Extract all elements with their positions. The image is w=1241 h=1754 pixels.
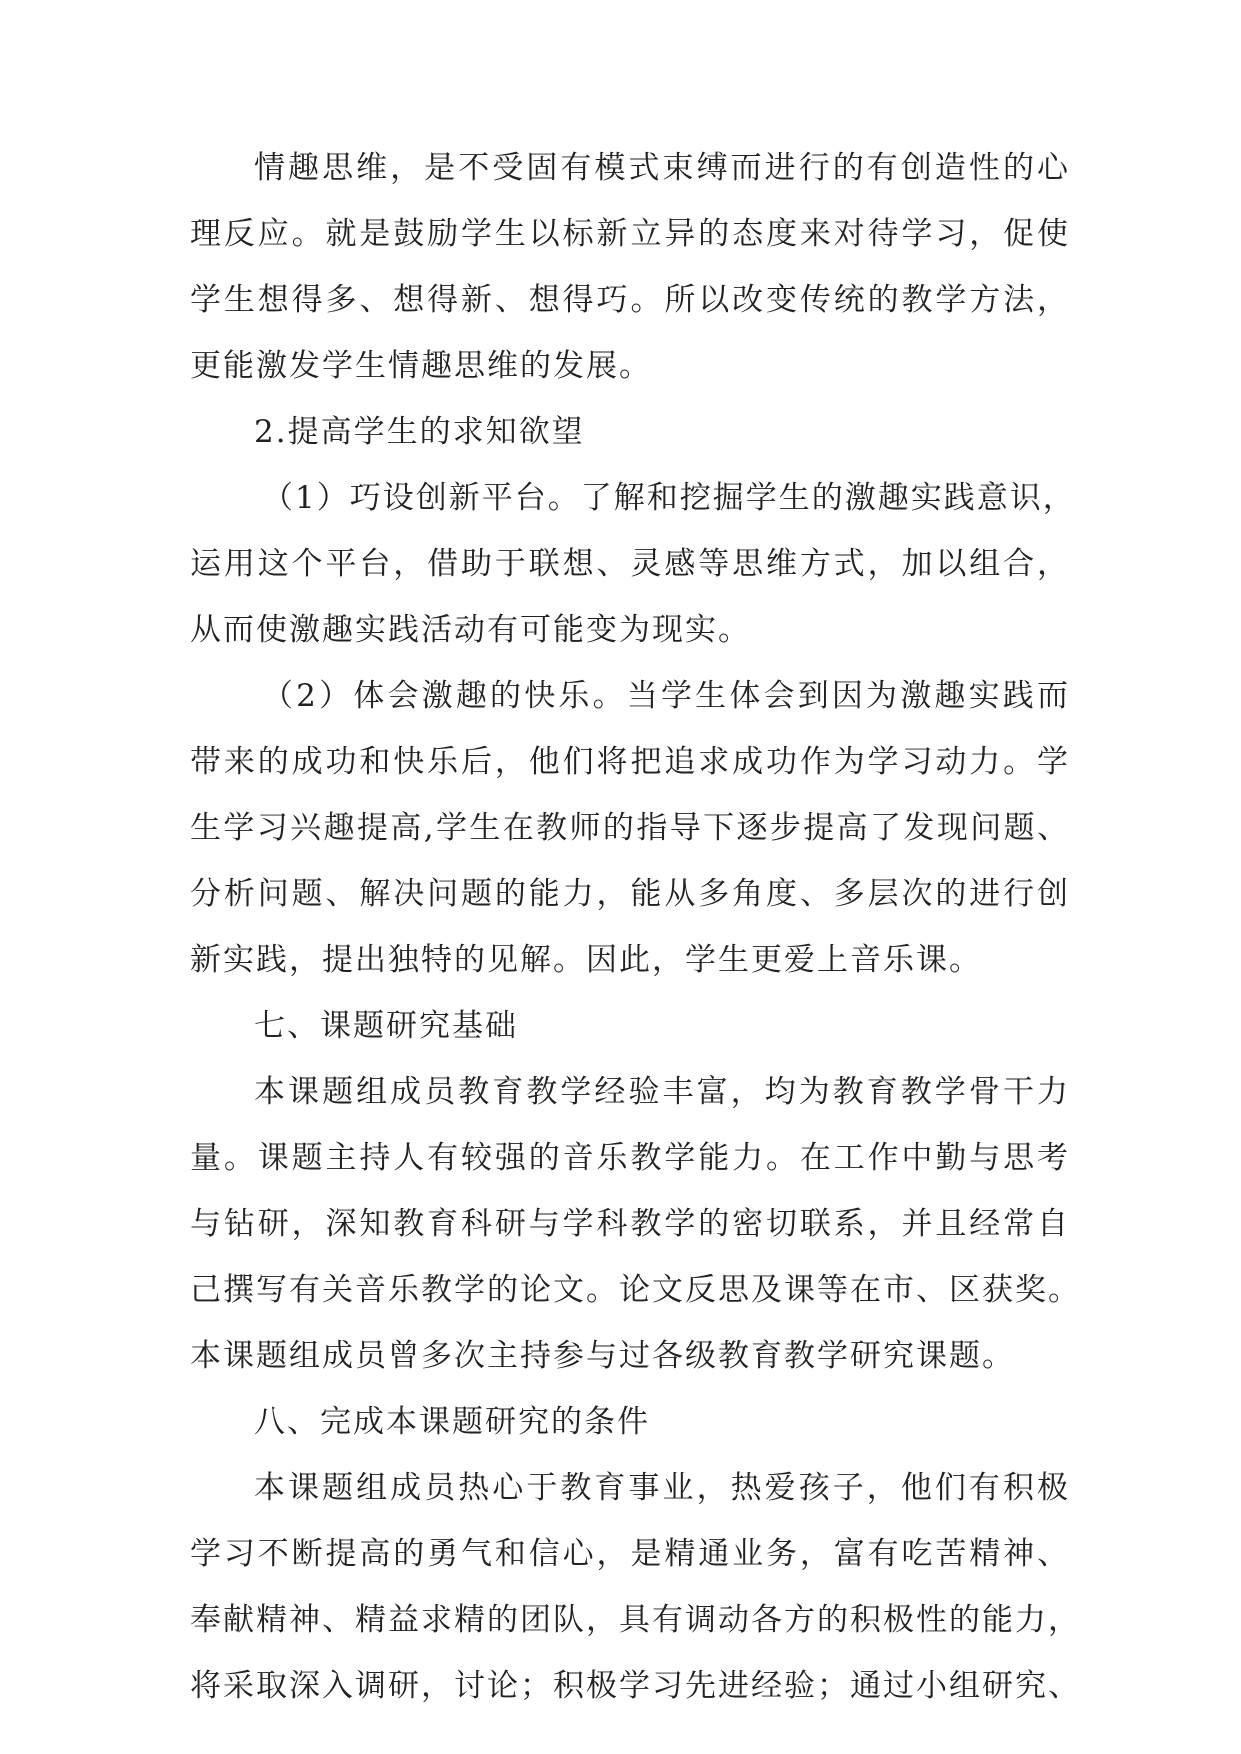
paragraph-line: 奉献精神、精益求精的团队，具有调动各方的积极性的能力， bbox=[190, 1602, 1081, 1638]
section-heading: 七、课题研究基础 bbox=[254, 1008, 518, 1044]
paragraph-line: （1）巧设创新平台。了解和挖掘学生的激趣实践意识， bbox=[262, 480, 1076, 516]
paragraph-line: 本课题组成员热心于教育事业，热爱孩子，他们有积极 bbox=[254, 1470, 1070, 1506]
paragraph-line: 将采取深入调研，讨论；积极学习先进经验；通过小组研究、 bbox=[190, 1668, 1081, 1704]
paragraph-line: 理反应。就是鼓励学生以标新立异的态度来对待学习，促使 bbox=[190, 216, 1070, 252]
paragraph-line: 与钻研，深知教育科研与学科教学的密切联系，并且经常自 bbox=[190, 1206, 1070, 1242]
paragraph-line: 本课题组成员曾多次主持参与过各级教育教学研究课题。 bbox=[190, 1338, 1015, 1374]
paragraph-line: 量。课题主持人有较强的音乐教学能力。在工作中勤与思考 bbox=[190, 1140, 1070, 1176]
paragraph-line: 从而使激趣实践活动有可能变为现实。 bbox=[190, 612, 751, 648]
paragraph-line: 生学习兴趣提高,学生在教师的指导下逐步提高了发现问题、 bbox=[190, 810, 1070, 846]
paragraph-line: 本课题组成员教育教学经验丰富，均为教育教学骨干力 bbox=[254, 1074, 1070, 1110]
section-heading: 八、完成本课题研究的条件 bbox=[254, 1404, 650, 1440]
paragraph-line: 学习不断提高的勇气和信心，是精通业务，富有吃苦精神、 bbox=[190, 1536, 1070, 1572]
paragraph-line: 己撰写有关音乐教学的论文。论文反思及课等在市、区获奖。 bbox=[190, 1272, 1081, 1308]
paragraph-line: （2）体会激趣的快乐。当学生体会到因为激趣实践而 bbox=[262, 678, 1070, 714]
paragraph-line: 新实践，提出独特的见解。因此，学生更爱上音乐课。 bbox=[190, 942, 982, 978]
paragraph-line: 情趣思维，是不受固有模式束缚而进行的有创造性的心 bbox=[254, 150, 1070, 186]
section-heading: 2.提高学生的求知欲望 bbox=[254, 414, 585, 450]
paragraph-line: 学生想得多、想得新、想得巧。所以改变传统的教学方法， bbox=[190, 282, 1070, 318]
paragraph-line: 更能激发学生情趣思维的发展。 bbox=[190, 348, 652, 384]
paragraph-line: 带来的成功和快乐后，他们将把追求成功作为学习动力。学 bbox=[190, 744, 1070, 780]
paragraph-line: 分析问题、解决问题的能力，能从多角度、多层次的进行创 bbox=[190, 876, 1070, 912]
paragraph-line: 运用这个平台，借助于联想、灵感等思维方式，加以组合， bbox=[190, 546, 1070, 582]
